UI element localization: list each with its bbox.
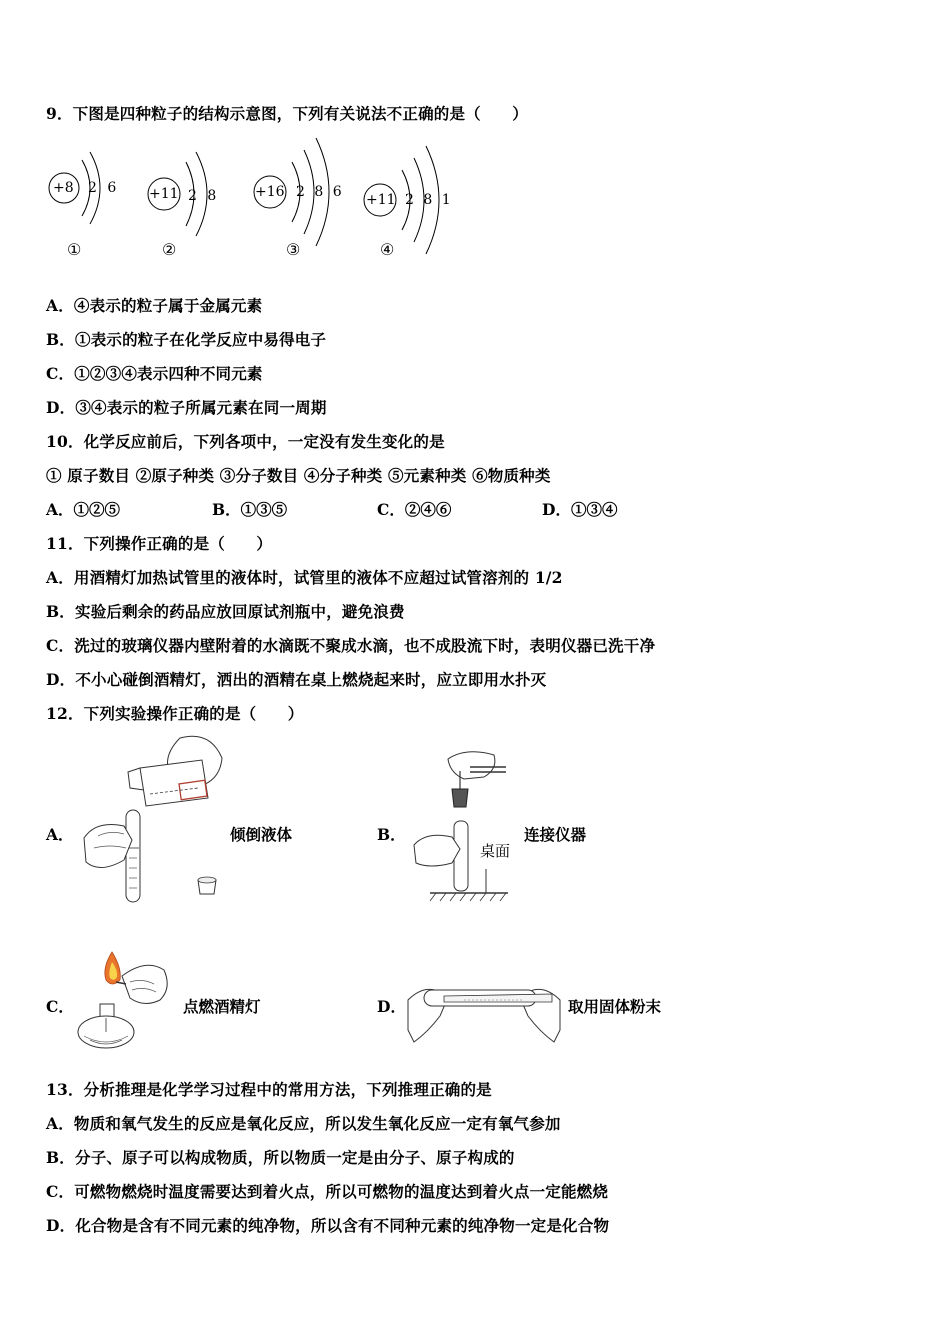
- table-surface-label: 桌面: [480, 842, 511, 860]
- q11-stem: 11．下列操作正确的是（ ）: [46, 534, 273, 553]
- q10-stem: 10．化学反应前后，下列各项中，一定没有发生变化的是: [46, 432, 445, 451]
- atom-2-label: ②: [162, 240, 177, 259]
- q11-option-c: C．洗过的玻璃仪器内壁附着的水滴既不聚成水滴，也不成股流下时，表明仪器已洗干净: [46, 636, 656, 655]
- q9-option-b: B．①表示的粒子在化学反应中易得电子: [46, 330, 327, 349]
- pouring-liquid-figure: [80, 728, 230, 908]
- q12-option-d-caption: 取用固体粉末: [568, 997, 662, 1016]
- q12-stem: 12．下列实验操作正确的是（ ）: [46, 704, 304, 723]
- lighting-lamp-figure: [76, 948, 186, 1058]
- q13-option-c: C．可燃物燃烧时温度需要达到着火点，所以可燃物的温度达到着火点一定能燃烧: [46, 1182, 609, 1201]
- q13-option-d: D．化合物是含有不同元素的纯净物，所以含有不同种元素的纯净物一定是化合物: [46, 1216, 610, 1235]
- atom-4-nucleus: +11: [366, 192, 396, 208]
- q10-option-b: B．①③⑤: [212, 500, 288, 519]
- atom-4-label: ④: [380, 240, 395, 259]
- q13-option-b: B．分子、原子可以构成物质，所以物质一定是由分子、原子构成的: [46, 1148, 515, 1167]
- atom-3-nucleus: +16: [255, 184, 285, 200]
- q10-option-a: A．①②⑤: [46, 500, 121, 519]
- q12-option-b-caption: 连接仪器: [524, 825, 587, 844]
- atom-4-shells: 2 8 1: [405, 192, 451, 208]
- q11-option-d: D．不小心碰倒酒精灯，洒出的酒精在桌上燃烧起来时，应立即用水扑灭: [46, 670, 547, 689]
- connecting-apparatus-figure: [410, 745, 520, 905]
- atom-3-label: ③: [286, 240, 301, 259]
- atom-2-nucleus: +11: [149, 186, 179, 202]
- q12-option-c-caption: 点燃酒精灯: [183, 997, 261, 1016]
- atom-1-nucleus: +8: [53, 180, 74, 196]
- atom-1-label: ①: [67, 240, 82, 259]
- q9-option-a: A．④表示的粒子属于金属元素: [46, 296, 263, 315]
- q12-option-c-letter: C．: [46, 997, 74, 1016]
- q13-option-a: A．物质和氧气发生的反应是氧化反应，所以发生氧化反应一定有氧气参加: [46, 1114, 561, 1133]
- q13-stem: 13．分析推理是化学学习过程中的常用方法，下列推理正确的是: [46, 1080, 492, 1099]
- q12-option-b-letter: B．: [377, 825, 406, 844]
- q9-stem: 9．下图是四种粒子的结构示意图，下列有关说法不正确的是（ ）: [46, 104, 528, 123]
- q10-option-c: C．②④⑥: [377, 500, 452, 519]
- atom-3-shells: 2 8 6: [296, 184, 342, 200]
- q12-option-a-caption: 倾倒液体: [230, 825, 293, 844]
- atom-1-shells: 2 6: [88, 180, 117, 196]
- solid-powder-figure: [404, 970, 564, 1050]
- atom-2-shells: 2 8: [188, 188, 217, 204]
- q11-option-a: A．用酒精灯加热试管里的液体时，试管里的液体不应超过试管溶剂的 1/2: [46, 568, 563, 587]
- q9-option-d: D．③④表示的粒子所属元素在同一周期: [46, 398, 327, 417]
- q12-option-a-letter: A．: [46, 825, 74, 844]
- q10-items: ① 原子数目 ②原子种类 ③分子数目 ④分子种类 ⑤元素种类 ⑥物质种类: [46, 466, 551, 485]
- q9-option-c: C．①②③④表示四种不同元素: [46, 364, 263, 383]
- q11-option-b: B．实验后剩余的药品应放回原试剂瓶中，避免浪费: [46, 602, 405, 621]
- q12-option-d-letter: D．: [377, 997, 406, 1016]
- q10-option-d: D．①③④: [542, 500, 618, 519]
